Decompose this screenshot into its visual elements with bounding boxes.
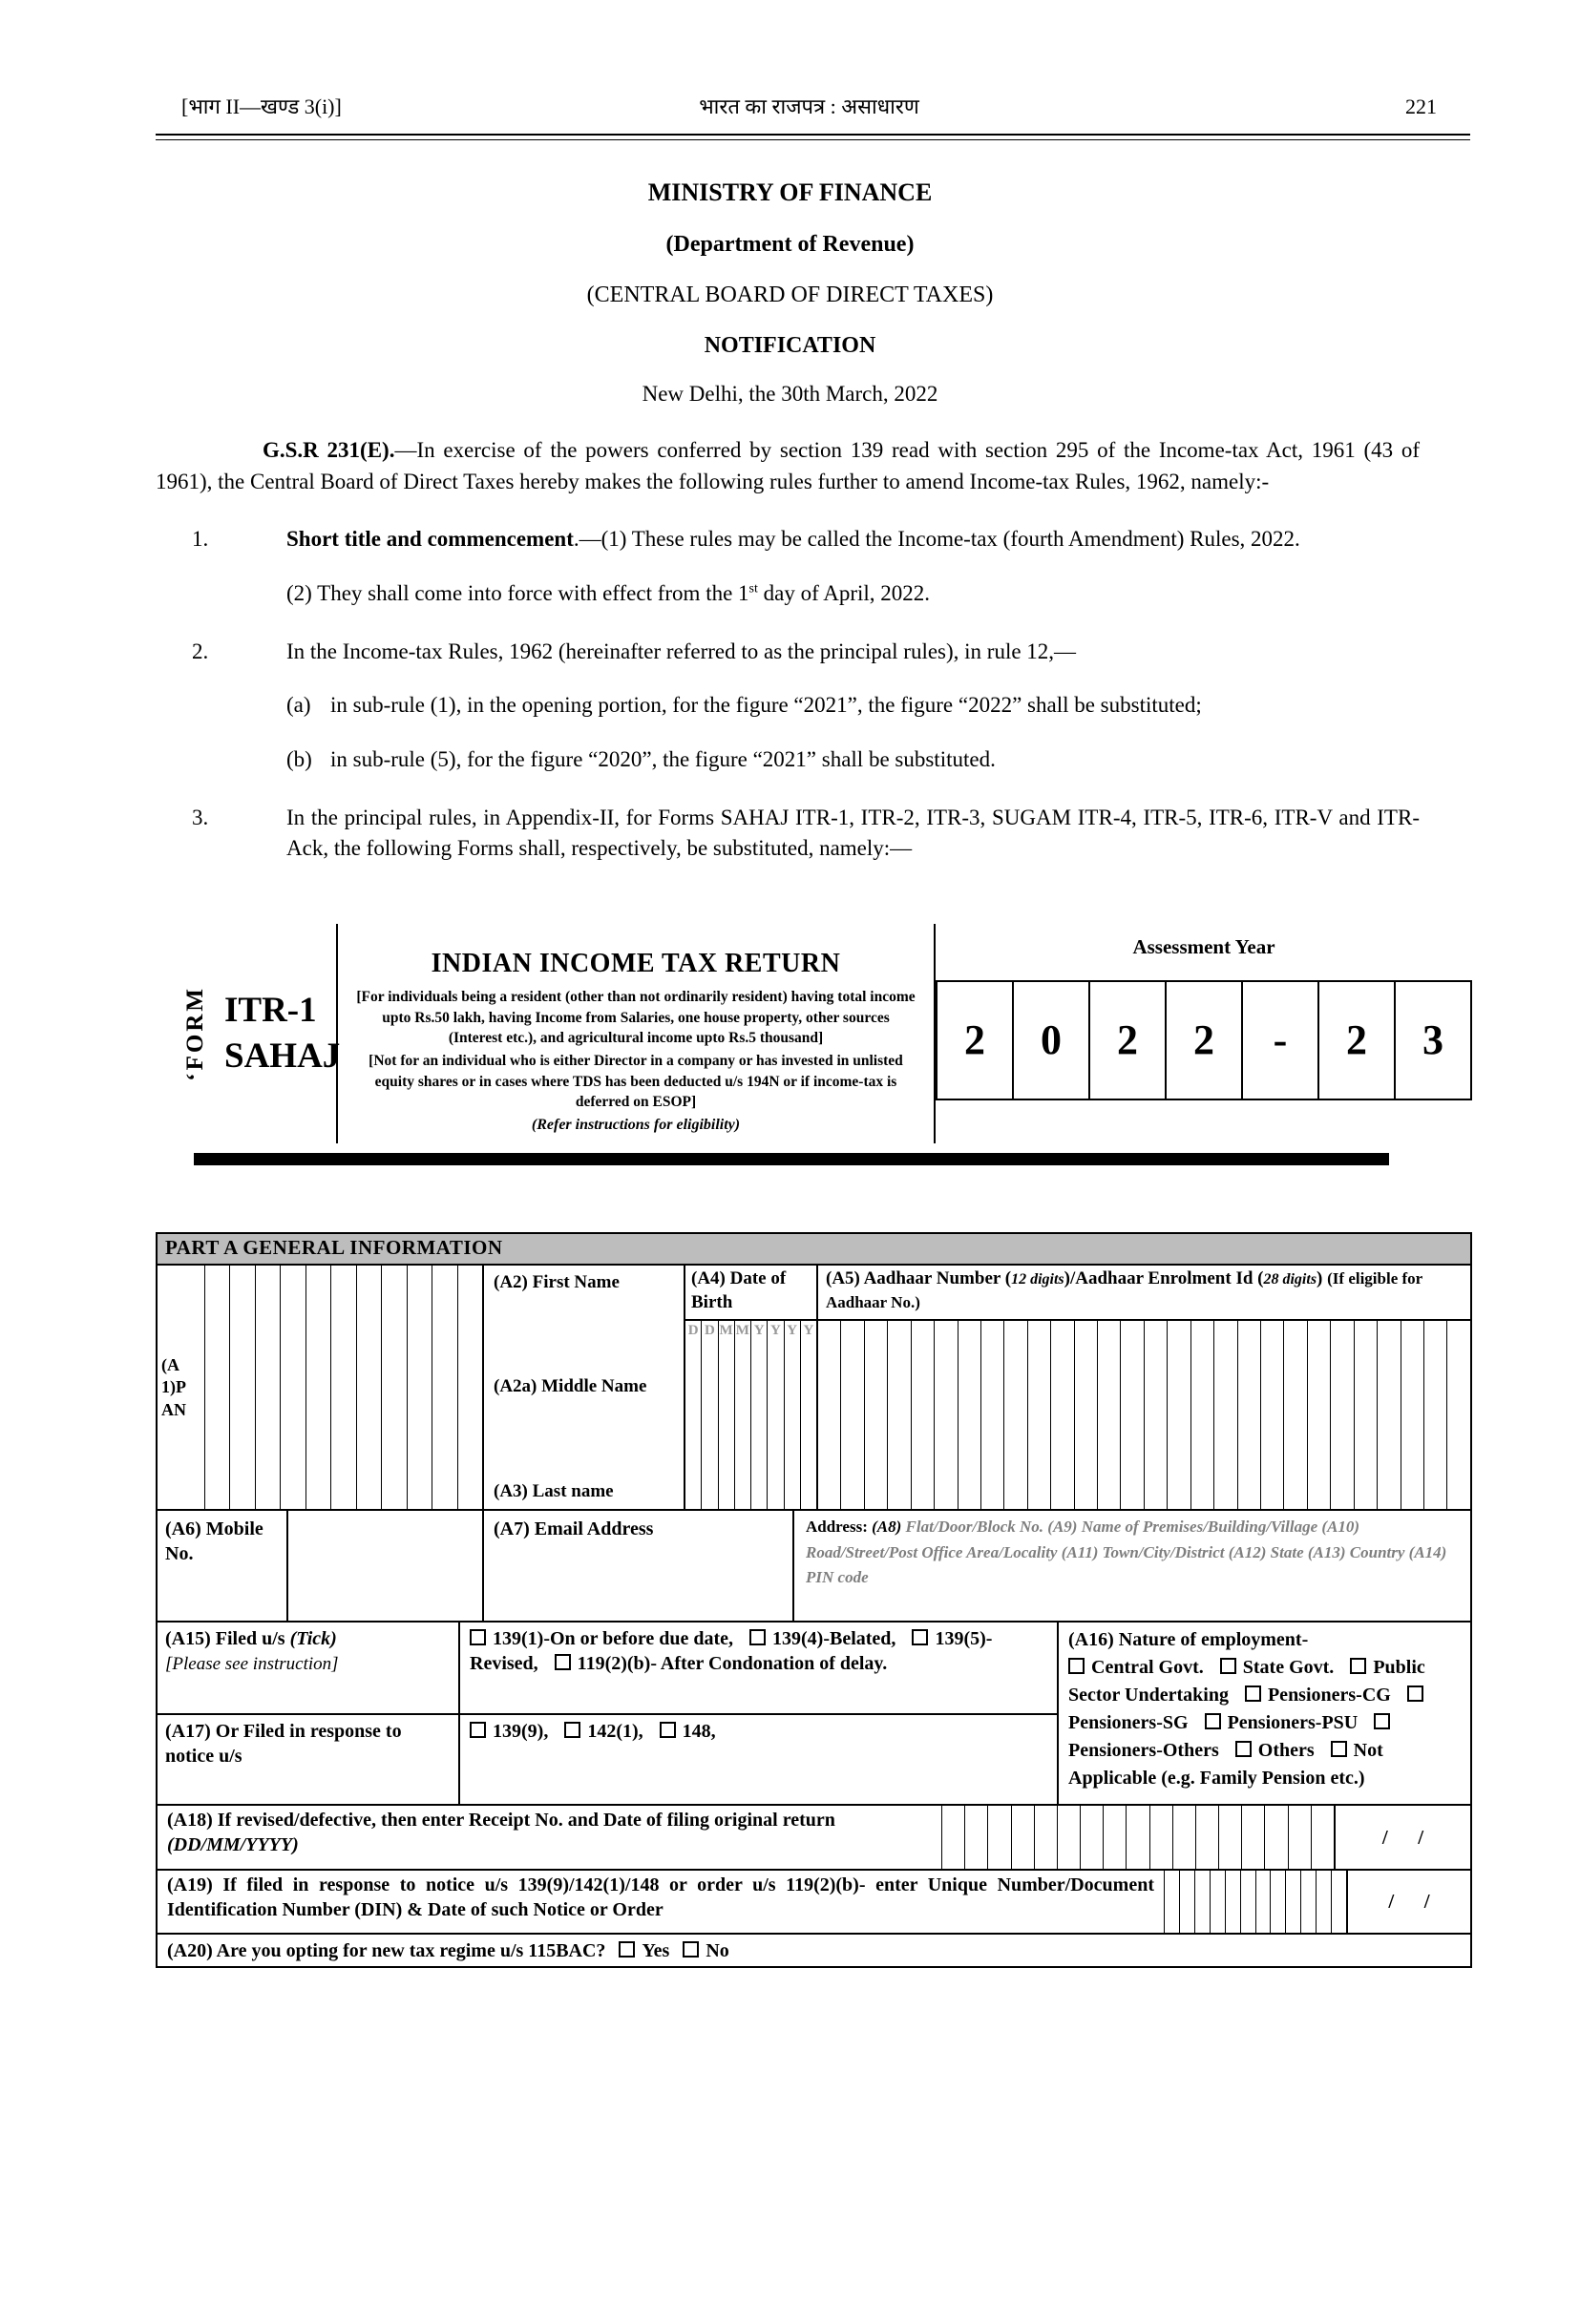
- item-text: in sub-rule (5), for the figure “2020”, the figure “2021” shall be substituted.: [330, 746, 996, 771]
- char-box[interactable]: [988, 1806, 1011, 1869]
- char-box[interactable]: [357, 1266, 382, 1509]
- char-box[interactable]: [1312, 1806, 1334, 1869]
- form-vertical-label: ‘FORM: [182, 986, 208, 1081]
- dob-char-box[interactable]: [735, 1321, 751, 1510]
- char-box[interactable]: [1168, 1321, 1190, 1510]
- tick-note: (Tick): [289, 1628, 337, 1650]
- checkbox-icon[interactable]: [470, 1629, 486, 1645]
- filed-option[interactable]: [470, 1628, 733, 1649]
- ay-digit: 2: [1117, 1016, 1138, 1064]
- char-box[interactable]: [1165, 1871, 1180, 1933]
- dob-char-box[interactable]: [751, 1321, 768, 1510]
- char-box[interactable]: [1191, 1321, 1214, 1510]
- filed-us-label-text: (A15) Filed u/s: [165, 1628, 290, 1650]
- ay-digit-cell: [1317, 982, 1394, 1099]
- notification-title: NOTIFICATION: [704, 333, 876, 358]
- aadhaar-label-close: ): [1317, 1268, 1328, 1289]
- new-regime-no[interactable]: [683, 1938, 728, 1963]
- filed-us-label: [158, 1623, 460, 1713]
- char-box[interactable]: [841, 1321, 864, 1510]
- checkbox-icon[interactable]: [683, 1941, 699, 1958]
- char-box[interactable]: [865, 1321, 888, 1510]
- char-box[interactable]: [306, 1266, 331, 1509]
- checkbox-icon[interactable]: [912, 1629, 928, 1645]
- rule-item-2: [156, 637, 1420, 668]
- char-box[interactable]: [965, 1806, 988, 1869]
- din-label: (A19) If filed in response to notice u/s 139(9)/142(1)/148 or order u/s 119(2)(b)- enter Unique Number/Document Identification Number (DIN) & Date of such Notice or Order: [158, 1871, 1165, 1933]
- notice-label: (A17) Or Filed in response to notice u/s: [158, 1715, 460, 1804]
- dob-cell: [685, 1266, 818, 1509]
- char-box[interactable]: [1265, 1806, 1288, 1869]
- char-box[interactable]: [1242, 1806, 1265, 1869]
- char-box[interactable]: [1289, 1806, 1312, 1869]
- dob-label: (A4) Date of Birth: [685, 1266, 816, 1320]
- pan-label: (A 1)P AN: [158, 1266, 205, 1509]
- ay-digit: 2: [964, 1016, 985, 1064]
- aadhaar-input-boxes[interactable]: [818, 1321, 1470, 1510]
- employment-option[interactable]: [1205, 1712, 1359, 1733]
- table-row: [158, 1935, 1470, 1966]
- option-label: Public Sector Undertaking: [1068, 1657, 1425, 1706]
- char-box[interactable]: [458, 1266, 482, 1509]
- filed-option[interactable]: [749, 1628, 895, 1649]
- rule-item-2b: [286, 744, 1420, 776]
- title-block: [0, 178, 1580, 407]
- ministry-title: MINISTRY OF FINANCE: [647, 178, 933, 206]
- gsr-text: —In exercise of the powers conferred by section 139 read with section 295 of the Income-tax Act, 1961 (43 of 1961), the Central Board of Direct Taxes hereby makes the following rules further to amend Income-tax Rules, 1962, namely:-: [156, 438, 1420, 493]
- form-exclusion-text: [Not for an individual who is either Director in a company or has invested in unlisted equity shares or in cases where TDS has been deducted u/s 194N or if income-tax is deferred on ESOP]: [369, 1052, 903, 1111]
- email-label[interactable]: (A7) Email Address: [484, 1511, 794, 1621]
- item-number: 3.: [192, 805, 209, 829]
- mobile-label: (A6) Mobile No.: [158, 1511, 288, 1621]
- item-text: In the Income-tax Rules, 1962 (hereinafter referred to as the principal rules), in rule 12,—: [286, 639, 1077, 663]
- sub2-superscript: st: [748, 581, 758, 597]
- dob-letter: D: [687, 1322, 699, 1338]
- option-label: Pensioners-CG: [1267, 1685, 1391, 1706]
- dob-letter: D: [704, 1322, 715, 1338]
- ay-dash: -: [1273, 1016, 1288, 1064]
- char-box[interactable]: [1150, 1806, 1173, 1869]
- char-box[interactable]: [331, 1266, 356, 1509]
- sub2-pre: (2) They shall come into force with effect from the 1: [286, 580, 749, 605]
- option-label: 119(2)(b)- After Condonation of delay.: [577, 1653, 888, 1675]
- item-text: [286, 524, 1420, 555]
- ay-digit-cell: [1012, 982, 1088, 1099]
- notice-date-cell[interactable]: / /: [1346, 1871, 1470, 1933]
- date-format-note: (DD/MM/YYYY): [167, 1834, 299, 1856]
- char-box[interactable]: [230, 1266, 255, 1509]
- ay-digit-cell: [1394, 982, 1470, 1099]
- char-box[interactable]: [1081, 1806, 1104, 1869]
- filed-us-options: [460, 1623, 1057, 1713]
- rule-item-2a: [286, 690, 1420, 722]
- filed-option[interactable]: [555, 1653, 888, 1674]
- option-label: 139(5)-Revised,: [470, 1628, 993, 1675]
- employment-option[interactable]: [1068, 1657, 1204, 1678]
- address-a8-label: (A8): [872, 1518, 902, 1537]
- ay-dash-cell: [1241, 982, 1317, 1099]
- form-code-itr1: ITR-1: [224, 990, 317, 1030]
- checkbox-icon[interactable]: [1220, 1658, 1236, 1674]
- char-box[interactable]: [1301, 1871, 1317, 1933]
- item-label: (b): [286, 746, 312, 771]
- char-box[interactable]: [1355, 1321, 1378, 1510]
- option-label: State Govt.: [1242, 1657, 1335, 1679]
- char-box[interactable]: [959, 1321, 981, 1510]
- assessment-year-label: Assessment Year: [1132, 934, 1275, 958]
- ay-digit-cell: [1165, 982, 1241, 1099]
- revised-receipt-label: [158, 1806, 942, 1869]
- dob-input-boxes[interactable]: [685, 1321, 816, 1510]
- char-box[interactable]: [1028, 1321, 1051, 1510]
- option-label: Pensioners-SG: [1068, 1712, 1189, 1734]
- dob-letter: Y: [753, 1322, 765, 1338]
- item-number: 2.: [192, 639, 209, 663]
- rule-item-3: [156, 803, 1420, 865]
- item1-rest: .—(1) These rules may be called the Income-tax (fourth Amendment) Rules, 2022.: [573, 527, 1300, 552]
- pan-input-boxes[interactable]: [205, 1266, 484, 1509]
- itr-form-header: [156, 924, 1472, 1143]
- option-label: Pensioners-PSU: [1227, 1712, 1359, 1734]
- char-box[interactable]: [1424, 1321, 1447, 1510]
- option-label: Not Applicable (e.g. Family Pension etc.): [1068, 1740, 1383, 1790]
- char-box[interactable]: [1238, 1321, 1261, 1510]
- employment-option[interactable]: [1220, 1657, 1335, 1678]
- page-number: 221: [1405, 94, 1437, 118]
- checkbox-icon[interactable]: [1374, 1713, 1390, 1729]
- dob-letter: M: [719, 1322, 733, 1338]
- option-label: Others: [1257, 1740, 1315, 1762]
- char-box[interactable]: [281, 1266, 305, 1509]
- rule-item-1-sub2: [286, 578, 1420, 610]
- char-box[interactable]: [1332, 1871, 1346, 1933]
- char-box[interactable]: [1241, 1871, 1256, 1933]
- char-box[interactable]: [1004, 1321, 1027, 1510]
- original-filing-date-cell[interactable]: / /: [1334, 1806, 1470, 1869]
- dob-letter: M: [735, 1322, 749, 1338]
- checkbox-icon[interactable]: [1245, 1685, 1261, 1702]
- part-a-table: [156, 1232, 1472, 1968]
- middle-name-label: (A2a) Middle Name: [494, 1376, 647, 1397]
- ay-digit: 3: [1422, 1016, 1443, 1064]
- name-fields-cell: [484, 1266, 685, 1509]
- option-label: 139(9),: [493, 1721, 549, 1743]
- char-box[interactable]: [1173, 1806, 1196, 1869]
- notice-row: [158, 1715, 1057, 1804]
- table-row: [158, 1806, 1470, 1871]
- checkbox-icon[interactable]: [470, 1722, 486, 1738]
- aadhaar-label-pre: (A5) Aadhaar Number (: [826, 1268, 1012, 1289]
- char-box[interactable]: [981, 1321, 1004, 1510]
- employment-nature-label: (A16) Nature of employment-: [1068, 1629, 1309, 1651]
- checkbox-icon[interactable]: [660, 1722, 676, 1738]
- checkbox-icon[interactable]: [1205, 1713, 1221, 1729]
- char-box[interactable]: [1226, 1871, 1241, 1933]
- char-box[interactable]: [1145, 1321, 1168, 1510]
- form-eligibility-text: [For individuals being a resident (other than not ordinarily resident) having total income upto Rs.50 lakh, having Income from Salaries, one house property, other sources (Interest etc.), and agricultural income upto Rs.5 thousand]: [356, 988, 916, 1047]
- checkbox-icon[interactable]: [749, 1629, 766, 1645]
- new-regime-yes[interactable]: [619, 1938, 669, 1963]
- char-box[interactable]: [1211, 1871, 1226, 1933]
- char-box[interactable]: [1286, 1871, 1301, 1933]
- employment-option[interactable]: [1245, 1685, 1391, 1706]
- department-title: (Department of Revenue): [665, 232, 915, 257]
- char-box[interactable]: [1058, 1806, 1081, 1869]
- checkbox-icon[interactable]: [1350, 1658, 1366, 1674]
- gazette-part-label: [भाग II—खण्ड 3(i)]: [181, 94, 342, 118]
- char-box[interactable]: [1075, 1321, 1098, 1510]
- char-box[interactable]: [1012, 1806, 1035, 1869]
- revised-receipt-text: (A18) If revised/defective, then enter Receipt No. and Date of filing original return: [167, 1810, 835, 1832]
- ay-digit: 2: [1193, 1016, 1214, 1064]
- dob-char-box[interactable]: [785, 1321, 801, 1510]
- char-box[interactable]: [1104, 1806, 1127, 1869]
- checkbox-icon[interactable]: [619, 1941, 635, 1958]
- aadhaar-digits-note: 12 digits: [1011, 1271, 1064, 1288]
- table-row: [158, 1871, 1470, 1935]
- ay-digit: 2: [1346, 1016, 1367, 1064]
- checkbox-icon[interactable]: [1235, 1741, 1252, 1757]
- sub2-post: day of April, 2022.: [757, 580, 931, 605]
- address-cell[interactable]: [794, 1511, 1470, 1621]
- char-box[interactable]: [888, 1321, 911, 1510]
- gazette-title: भारत का राजपत्र : असाधारण: [699, 94, 919, 118]
- option-label: 142(1),: [587, 1721, 643, 1743]
- dob-letter: Y: [803, 1322, 814, 1338]
- char-box[interactable]: [912, 1321, 935, 1510]
- char-box[interactable]: [432, 1266, 457, 1509]
- gsr-number: G.S.R 231(E).: [263, 438, 395, 462]
- instruction-note: [Please see instruction]: [165, 1654, 339, 1675]
- char-box[interactable]: [1261, 1321, 1284, 1510]
- aadhaar-eligible-note: (If eligible for Aadhaar No.): [826, 1269, 1422, 1312]
- char-box[interactable]: [1308, 1321, 1331, 1510]
- gsr-paragraph: [156, 435, 1420, 497]
- aadhaar-label: [818, 1266, 1470, 1320]
- mobile-input-cell[interactable]: [288, 1511, 484, 1621]
- option-label: 139(4)-Belated,: [772, 1628, 896, 1650]
- gazette-header: [181, 92, 1437, 120]
- ay-digit-cell: [1088, 982, 1165, 1099]
- char-box[interactable]: [1121, 1321, 1144, 1510]
- last-name-label: (A3) Last name: [494, 1480, 614, 1501]
- char-box[interactable]: [818, 1321, 841, 1510]
- board-title: (CENTRAL BOARD OF DIRECT TAXES): [586, 283, 994, 307]
- option-label: No: [706, 1939, 729, 1961]
- dob-char-box[interactable]: [768, 1321, 784, 1510]
- char-box[interactable]: [1214, 1321, 1237, 1510]
- item-text: in sub-rule (1), in the opening portion, for the figure “2021”, the figure “2022” shall be substituted;: [330, 693, 1202, 718]
- assessment-year-block: [936, 924, 1472, 1143]
- dateline: New Delhi, the 30th March, 2022: [642, 382, 938, 406]
- char-box[interactable]: [1256, 1871, 1272, 1933]
- aadhaar-cell: [818, 1266, 1470, 1509]
- filed-us-row: [158, 1623, 1057, 1715]
- form-refer-text: (Refer instructions for eligibility): [531, 1117, 741, 1134]
- assessment-year-grid: [936, 980, 1472, 1100]
- char-box[interactable]: [1127, 1806, 1149, 1869]
- char-box[interactable]: [1051, 1321, 1074, 1510]
- address-fields-hint: Flat/Door/Block No. (A9) Name of Premises/Building/Village (A10) Road/Street/Post Office Area/Locality (A11) Town/City/District (A12) State (A13) Country (A14) PIN code: [806, 1518, 1447, 1587]
- char-box[interactable]: [1195, 1871, 1211, 1933]
- char-box[interactable]: [1401, 1321, 1424, 1510]
- char-box[interactable]: [935, 1321, 958, 1510]
- item-number: 1.: [192, 527, 209, 552]
- divider-bar: [194, 1153, 1389, 1165]
- address-label: Address:: [806, 1518, 868, 1537]
- table-row: [158, 1511, 1470, 1623]
- aadhaar-label-mid: )/Aadhaar Enrolment Id (: [1064, 1268, 1264, 1289]
- option-label: Yes: [642, 1939, 670, 1961]
- char-box[interactable]: [1196, 1806, 1219, 1869]
- char-box[interactable]: [942, 1806, 965, 1869]
- checkbox-icon[interactable]: [1331, 1741, 1347, 1757]
- rule-item-1: [156, 524, 1420, 555]
- form-code: [224, 988, 340, 1079]
- form-title-box: [336, 924, 936, 1143]
- char-box[interactable]: [1098, 1321, 1121, 1510]
- char-box[interactable]: [382, 1266, 407, 1509]
- notice-options: [460, 1715, 1057, 1804]
- option-label: 139(1)-On or before due date,: [493, 1628, 734, 1650]
- filing-section: [158, 1623, 1059, 1804]
- char-box[interactable]: [1447, 1321, 1469, 1510]
- char-box[interactable]: [1284, 1321, 1307, 1510]
- dob-letter: Y: [787, 1322, 798, 1338]
- enrolment-digits-note: 28 digits: [1263, 1271, 1317, 1288]
- employment-nature-cell: [1059, 1623, 1470, 1804]
- dob-char-box[interactable]: [685, 1321, 702, 1510]
- char-box[interactable]: [1331, 1321, 1354, 1510]
- char-box[interactable]: [1180, 1871, 1195, 1933]
- ay-digit: 0: [1041, 1016, 1062, 1064]
- notice-option[interactable]: [564, 1721, 643, 1742]
- char-box[interactable]: [1317, 1871, 1332, 1933]
- new-regime-question: (A20) Are you opting for new tax regime u/s 115BAC?: [167, 1939, 606, 1961]
- notice-option[interactable]: [660, 1721, 716, 1742]
- char-box[interactable]: [1035, 1806, 1058, 1869]
- table-row: [158, 1623, 1470, 1806]
- form-title: INDIAN INCOME TAX RETURN: [431, 948, 841, 978]
- form-code-block: [156, 924, 341, 1143]
- checkbox-icon[interactable]: [1407, 1685, 1423, 1702]
- dob-char-box[interactable]: [719, 1321, 735, 1510]
- checkbox-icon[interactable]: [564, 1722, 580, 1738]
- item1-heading: Short title and commencement: [286, 527, 574, 552]
- checkbox-icon[interactable]: [555, 1654, 571, 1670]
- din-boxes[interactable]: [1165, 1871, 1346, 1933]
- table-row: [158, 1266, 1470, 1511]
- option-label: Central Govt.: [1091, 1657, 1204, 1679]
- option-label: Pensioners-Others: [1068, 1740, 1219, 1762]
- item-label: (a): [286, 693, 311, 718]
- ay-digit-cell: [937, 982, 1012, 1099]
- char-box[interactable]: [205, 1266, 230, 1509]
- char-box[interactable]: [408, 1266, 432, 1509]
- part-a-title: PART A GENERAL INFORMATION: [158, 1234, 1470, 1266]
- dob-char-box[interactable]: [801, 1321, 816, 1510]
- notice-option[interactable]: [470, 1721, 548, 1742]
- char-box[interactable]: [256, 1266, 281, 1509]
- receipt-no-boxes[interactable]: [942, 1806, 1334, 1869]
- dob-char-box[interactable]: [702, 1321, 718, 1510]
- employment-option[interactable]: [1235, 1740, 1315, 1761]
- dob-letter: Y: [769, 1322, 781, 1338]
- char-box[interactable]: [1378, 1321, 1401, 1510]
- form-code-sahaj: SAHAJ: [224, 1036, 341, 1076]
- char-box[interactable]: [1271, 1871, 1286, 1933]
- checkbox-icon[interactable]: [1068, 1658, 1085, 1674]
- char-box[interactable]: [1219, 1806, 1242, 1869]
- double-rule: [156, 134, 1470, 140]
- item-text: In the principal rules, in Appendix-II, for Forms SAHAJ ITR-1, ITR-2, ITR-3, SUGAM ITR-4, ITR-5, ITR-6, ITR-V and ITR- Ack, the following Forms shall, respectively, be substituted, namely:—: [286, 805, 1420, 861]
- first-name-label: (A2) First Name: [494, 1272, 620, 1293]
- option-label: 148,: [682, 1721, 716, 1743]
